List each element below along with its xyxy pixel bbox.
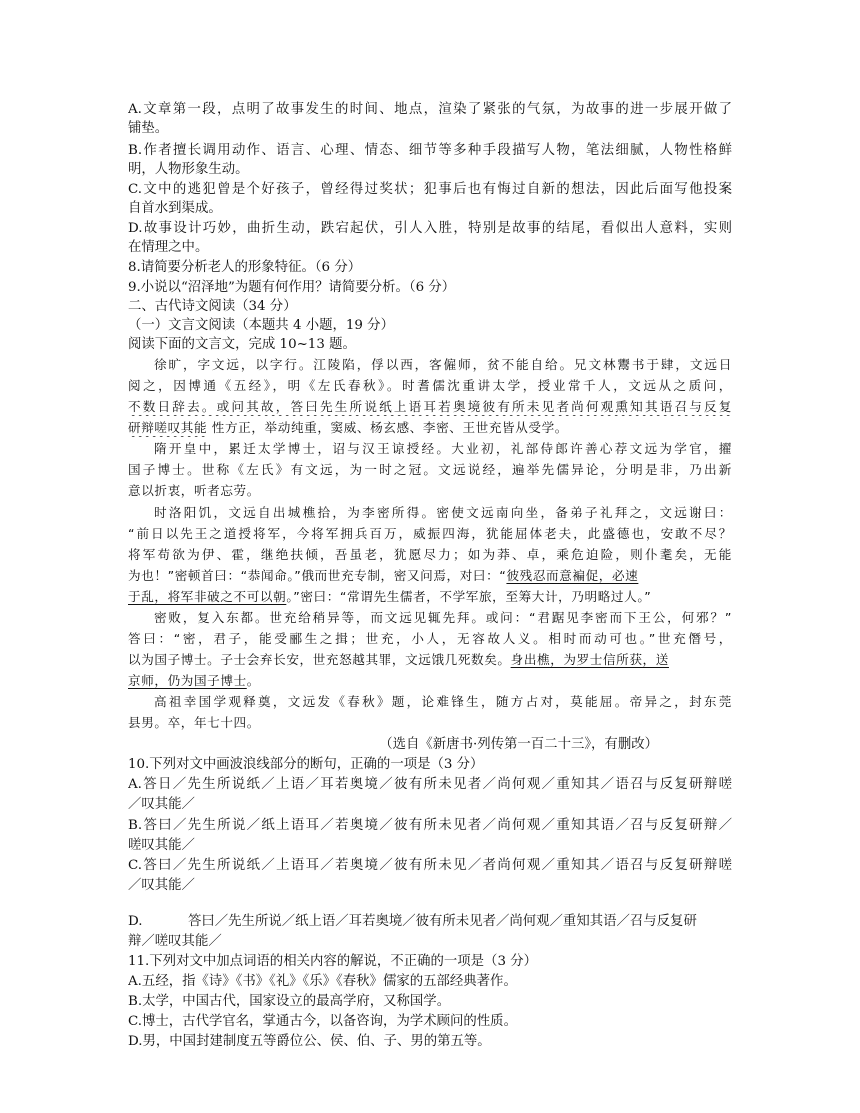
passage-p2-line3: 意以折衷，听者忘劳。: [128, 483, 260, 498]
reading-instruction: 阅读下面的文言文，完成 10~13 题。: [128, 337, 356, 352]
q7-option-c-line2: 自首水到渠成。: [128, 201, 222, 216]
q7-option-a-line1: A.文章第一段，点明了故事发生的时间、地点，渲染了紧张的气氛，为故事的进一步展开做了: [128, 102, 732, 117]
passage-source: （选自《新唐书·列传第一百二十三》，有删改）: [379, 737, 658, 752]
passage-p2-line1: 隋开皇中，累迁太学博士，诏与汉王谅授经。大业初，礼部侍郎许善心荐文远为学官，擢: [154, 441, 732, 456]
q10-option-b-line1: B.答曰／先生所说／纸上语耳／若奥境／彼有所未见者／尚何观／重知其语／召与反复研辩／: [128, 818, 732, 833]
passage-p4-line2: 答曰：“密，君子，能受郦生之揖；世充，小人，无容故人义。相时而动可也。”世充僭号，: [128, 631, 732, 646]
q10-option-d-label: D.: [128, 914, 143, 929]
question-11-stem: 11.下列对文中加点词语的相关内容的解说，不正确的一项是（3 分）: [128, 954, 538, 969]
passage-p3-underlined-2: 于乱，将军非破之不可以朝: [128, 589, 287, 604]
subsection-heading: （一）文言文阅读（本题共 4 小题，19 分）: [128, 318, 394, 333]
passage-p3-line3: 将军苟欲为伊、霍，继绝扶倾，吾虽老，犹愿尽力；如为莽、卓，乘危迫险，则仆耄矣，无能: [128, 547, 732, 562]
q10-option-d-text: 答曰／先生所说／纸上语／耳若奥境／彼有所未见者／尚何观／重知其语／召与反复研: [188, 914, 697, 929]
q10-option-a-line1: A.答日／先生所说纸／上语／耳若奥境／彼有所未见者／尚何观／重知其／语召与反复研辩嗟: [128, 777, 732, 792]
q10-option-a-line2: ／叹其能／: [128, 797, 195, 812]
passage-p5-line2: 县男。卒，年七十四。: [128, 715, 260, 730]
passage-p4-underlined-1: 身出樵，为罗士信所获，送: [510, 652, 669, 667]
passage-p4-line4: [128, 671, 732, 690]
passage-p1-line1: 徐旷，字文远，以字行。江陵陷，俘以西，客僱师，贫不能自给。兄文林鬻书于肆，文远日: [154, 357, 732, 372]
passage-p3-line1: 时洛阳饥，文远自出城樵拾，为李密所得。密使文远南向坐，备弟子礼拜之，文远谢曰：: [154, 505, 732, 520]
passage-p1-line4-rest: 性方正，举动纯重，窦威、杨玄感、李密、王世充皆从受学。: [207, 420, 569, 435]
passage-p3-line4: [128, 566, 732, 585]
q10-option-d-line2: 辩／嗟叹其能／: [128, 934, 222, 949]
passage-p3-line5: [128, 587, 732, 606]
q10-option-c-line1: C.答曰／先生所说纸／上语耳／若奥境／彼有所未见／者尚何观／重知其／语召与反复研辩嗟: [128, 858, 732, 873]
passage-p1-wavy-end: 研辩嗟叹其能: [128, 420, 208, 435]
passage-p5-line1: 高祖幸国学观释奠，文远发《春秋》题，论难锋生，随方占对，莫能屈。帝异之，封东莞: [154, 694, 732, 709]
q7-option-b-line2: 明，人物形象生动。: [128, 162, 249, 177]
question-8: 8.请简要分析老人的形象特征。（6 分）: [128, 260, 362, 275]
passage-p4-line3-text: 以为国子博士。子士会弃长安，世充怒越其罪，文远饿几死数矣。: [128, 652, 511, 667]
passage-p1-line2: 阅之，因博通《五经》，明《左氏春秋》。时耆儒沈重讲太学，授业常千人，文远从之质问，: [128, 378, 732, 393]
q10-option-c-line2: ／叹其能／: [128, 878, 195, 893]
q7-option-c-line1: C.文中的逃犯曾是个好孩子，曾经得过奖状；犯事后也有悔过自新的想法，因此后面写他投案: [128, 182, 732, 197]
q7-option-d-line2: 在情理之中。: [128, 240, 209, 255]
q11-option-c: C.博士，古代学官名，掌通古今，以备咨询，为学术顾问的性质。: [128, 1014, 517, 1029]
q7-option-b-line1: B.作者擅长调用动作、语言、心理、情态、细节等多种手段描写人物，笔法细腻，人物性格鲜: [128, 143, 732, 158]
passage-p1-line3-wavy: 不数日辞去。或问其故，答曰先生所说纸上语耳若奥境彼有所未见者尚何观熏知其语召与反复: [128, 399, 732, 414]
passage-p4-line4-rest: 。: [246, 673, 260, 688]
passage-p3-underlined-1: 彼残忍而意褊促，必速: [506, 568, 639, 583]
passage-p4-underlined-2: 京师，仍为国子博士: [128, 673, 247, 688]
q11-option-b: B.太学，中国古代，国家设立的最高学府，又称国学。: [128, 994, 451, 1009]
q7-option-d-line1: D.故事设计巧妙，曲折生动，跌宕起伏，引人入胜，特别是故事的结尾，看似出人意料，实则: [128, 221, 732, 236]
passage-p1-line4: [128, 418, 732, 437]
q10-option-d-line1: [128, 912, 732, 931]
passage-p2-line2: 国子博士。世称《左氏》有文远，为一时之冠。文远说经，遍举先儒异论，分明是非，乃出新: [128, 462, 732, 477]
passage-p3-line4-text: 为也！”密顿首曰：“恭闻命。”俄而世充专制，密又问焉，对曰：“: [128, 568, 507, 583]
question-10-stem: 10.下列对文中画波浪线部分的断句，正确的一项是（3 分）: [128, 757, 484, 772]
passage-p3-line2: “前日以先王之道授将军，今将军拥兵百万，威振四海，犹能屈体老夫，此盛德也，安敢不尽？: [128, 526, 732, 541]
passage-p4-line1: 密败，复入东都。世充给稍异等，而文远见辄先拜。或问：“君踞见李密而下王公，何邪？”: [154, 610, 732, 625]
passage-p3-line5-rest: 。”密曰：“常谓先生儒者，不学军旅，至筹大计，乃明略过人。”: [286, 589, 652, 604]
q11-option-d: D.男，中国封建制度五等爵位公、侯、伯、子、男的第五等。: [128, 1034, 491, 1049]
passage-p4-line3: [128, 650, 732, 669]
q10-option-b-line2: 嗟叹其能／: [128, 838, 195, 853]
question-9: 9.小说以“沼泽地”为题有何作用？请简要分析。（6 分）: [128, 280, 456, 295]
q7-option-a-line2: 铺垫。: [128, 121, 169, 136]
q11-option-a: A.五经，指《诗》《书》《礼》《乐》《春秋》儒家的五部经典著作。: [128, 974, 517, 989]
section-heading: 二、古代诗文阅读（34 分）: [128, 299, 297, 314]
